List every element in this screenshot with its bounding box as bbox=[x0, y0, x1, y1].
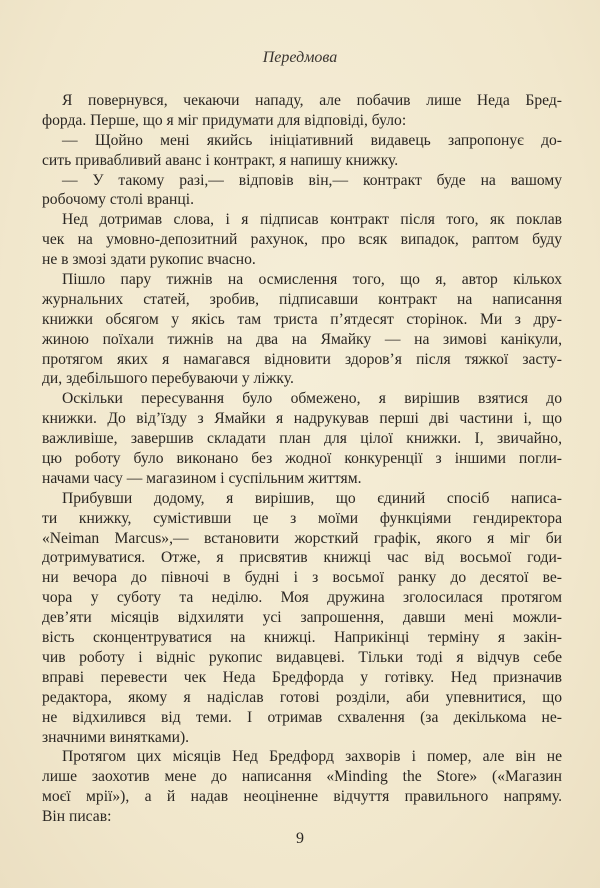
text-line: — Щойно мені якийсь ініціативний видавець запропонує до- bbox=[62, 131, 562, 149]
text-line: ди, здебільшого перебуваючи у ліжку. bbox=[42, 370, 294, 388]
text-line: вість сконцентруватися на книжці. Наприкінці терміну я закін- bbox=[42, 629, 562, 647]
text-line: Оскільки пересування було обмежено, я вирішив взятися до bbox=[62, 390, 562, 408]
text-line: значними винятками). bbox=[42, 728, 190, 746]
text-line: книжки. До від’їзду з Ямайки я надрукував перші дві частини і, що bbox=[42, 410, 562, 428]
running-title: Передмова bbox=[262, 49, 338, 66]
text-line: не відхилився від теми. І отримав схвалення (за декількома не- bbox=[42, 708, 562, 726]
text-line: книжки обсягом у якісь там триста п’ятдесят сторінок. Ми з дру- bbox=[42, 310, 562, 328]
text-line: вправі перевести чек Неда Бредфорда у готівку. Нед призначив bbox=[42, 668, 562, 686]
text-line: чек на умовно-депозитний рахунок, про всяк випадок, раптом буду bbox=[42, 231, 562, 249]
text-line: робочому столі вранці. bbox=[42, 191, 194, 209]
text-line: важливіше, завершив складати план для цілої книжки. І, звичайно, bbox=[42, 430, 562, 448]
text-line: Він писав: bbox=[42, 808, 112, 826]
text-line: Прибувши додому, я вирішив, що єдиний спосіб написа- bbox=[62, 489, 562, 507]
paragraph bbox=[42, 171, 562, 211]
text-line: — У такому разі,— відповів він,— контракт буде на вашому bbox=[62, 171, 562, 189]
text-line: лише заохотив мене до написання «Minding the Store» («Магазин bbox=[42, 768, 562, 786]
text-line: Пішло пару тижнів на осмислення того, що я, автор кількох bbox=[62, 271, 562, 289]
text-line: жиною поїхали тижнів на два на Ямайку — на зимові канікули, bbox=[42, 330, 562, 348]
text-line: ти книжку, сумістивши це з моїми функціями гендиректора bbox=[42, 509, 562, 527]
text-line: чив роботу і відніс рукопис видавцеві. Тільки тоді я відчув себе bbox=[42, 648, 562, 666]
paragraph bbox=[42, 270, 562, 389]
body-text bbox=[42, 91, 562, 827]
paragraph bbox=[42, 747, 562, 827]
paragraph bbox=[42, 210, 562, 270]
text-line: не в змозі здати рукопис вчасно. bbox=[42, 251, 256, 269]
text-line: Я повернувся, чекаючи нападу, але побачив лише Неда Бред- bbox=[62, 92, 562, 109]
page-number: 9 bbox=[296, 830, 304, 847]
paragraph bbox=[42, 131, 562, 171]
text-line: сить привабливий аванс і контракт, я напишу книжку. bbox=[42, 151, 399, 169]
text-line: чора у суботу та неділю. Моя дружина зголосилася протягом bbox=[42, 589, 562, 607]
text-line: форда. Перше, що я міг придумати для відповіді, було: bbox=[42, 111, 407, 129]
text-line: дотримуватися. Отже, я присвятив книжці час від восьмої годи- bbox=[42, 549, 562, 567]
paragraph bbox=[42, 489, 562, 748]
text-line: ни вечора до півночі в будні і з восьмої ранку до десятої ве- bbox=[42, 569, 562, 587]
text-line: дев’яти місяців відхиляти усі запрошення, давши мені можли- bbox=[42, 609, 562, 627]
text-line: моєї мрії»), а й надав неоціненне відчуття правильного напряму. bbox=[42, 788, 562, 806]
text-line: начами часу — магазином і суспільним життям. bbox=[42, 469, 362, 487]
text-line: «Neiman Marcus»,— встановити жорсткий графік, якого я міг би bbox=[42, 529, 562, 547]
text-line: редактора, якому я надіслав готові розділи, аби упевнитися, що bbox=[42, 688, 562, 706]
text-line: Нед дотримав слова, і я підписав контракт після того, як поклав bbox=[62, 211, 562, 229]
paragraph bbox=[42, 91, 562, 131]
paragraph bbox=[42, 389, 562, 488]
text-line: Протягом цих місяців Нед Бредфорд захворів і помер, але він не bbox=[62, 748, 562, 766]
text-line: цю роботу було виконано без жодної конкуренції з іншими погли- bbox=[42, 450, 562, 468]
text-line: журнальних статей, зробив, підписавши контракт на написання bbox=[42, 290, 562, 308]
text-line: протягом яких я намагався відновити здоров’я після тяжкої засту- bbox=[42, 350, 562, 368]
